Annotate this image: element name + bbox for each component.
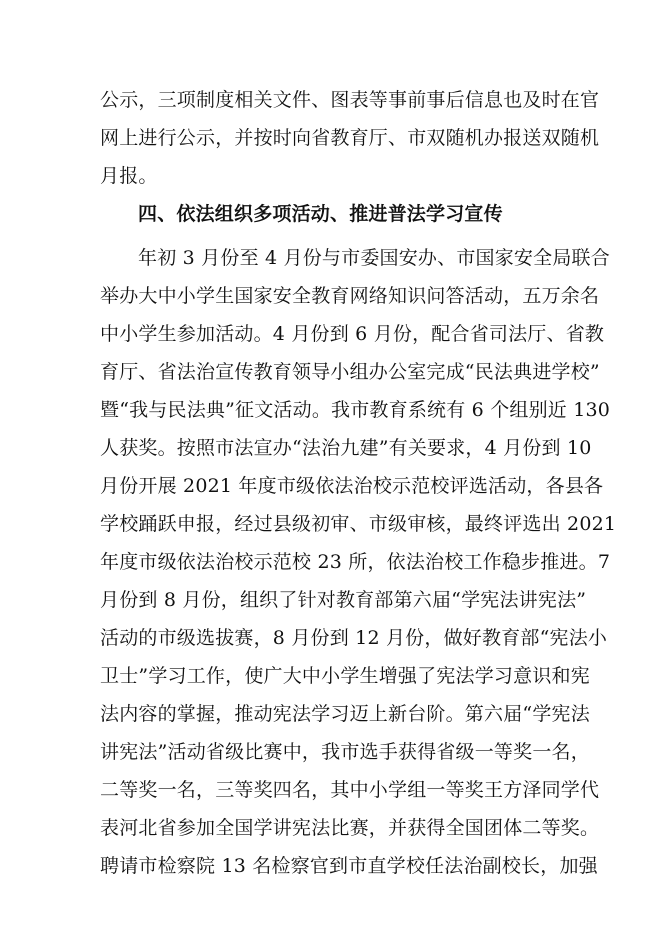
paragraph-line: 月报。 [100,165,158,187]
paragraph-line: 讲宪法”活动省级比赛中，我市选手获得省级一等奖一名， [100,741,590,763]
paragraph-line: 举办大中小学生国家安全教育网络知识问答活动，五万余名 [100,285,600,307]
paragraph-line: 表河北省参加全国学讲宪法比赛，并获得全国团体二等奖。 [100,817,600,839]
paragraph-line: 育厅、省法治宣传教育领导小组办公室完成“民法典进学校” [100,361,600,383]
paragraph-line: 法内容的掌握，推动宪法学习迈上新台阶。第六届“学宪法 [100,703,590,725]
paragraph-line: 活动的市级选拔赛，8 月份到 12 月份，做好教育部“宪法小 [100,627,608,649]
paragraph-line: 人获奖。按照市法宣办“法治九建”有关要求，4 月份到 10 [100,437,592,459]
paragraph-line: 年度市级依法治校示范校 23 所，依法治校工作稳步推进。7 [100,551,611,573]
paragraph-line: 聘请市检察院 13 名检察官到市直学校任法治副校长，加强 [100,855,598,877]
paragraph-line: 月份到 8 月份，组织了针对教育部第六届“学宪法讲宪法” [100,589,587,611]
paragraph-line: 学校踊跃申报，经过县级初审、市级审核，最终评选出 2021 [100,513,617,535]
paragraph-line: 网上进行公示，并按时向省教育厅、市双随机办报送双随机 [100,127,600,149]
paragraph-line: 中小学生参加活动。4 月份到 6 月份，配合省司法厅、省教 [100,323,605,345]
paragraph-line: 卫士”学习工作，使广大中小学生增强了宪法学习意识和宪 [100,665,590,687]
paragraph-line: 二等奖一名，三等奖四名，其中小学组一等奖王方泽同学代 [100,779,600,801]
paragraph-line: 年初 3 月份至 4 月份与市委国安办、市国家安全局联合 [138,247,610,269]
paragraph-line: 月份开展 2021 年度市级依法治校示范校评选活动，各县各 [100,475,604,497]
section-heading: 四、依法组织多项活动、推进普法学习宣传 [138,203,503,225]
paragraph-line: 公示，三项制度相关文件、图表等事前事后信息也及时在官 [100,89,600,111]
paragraph-line: 暨“我与民法典”征文活动。我市教育系统有 6 个组别近 130 [100,399,611,421]
